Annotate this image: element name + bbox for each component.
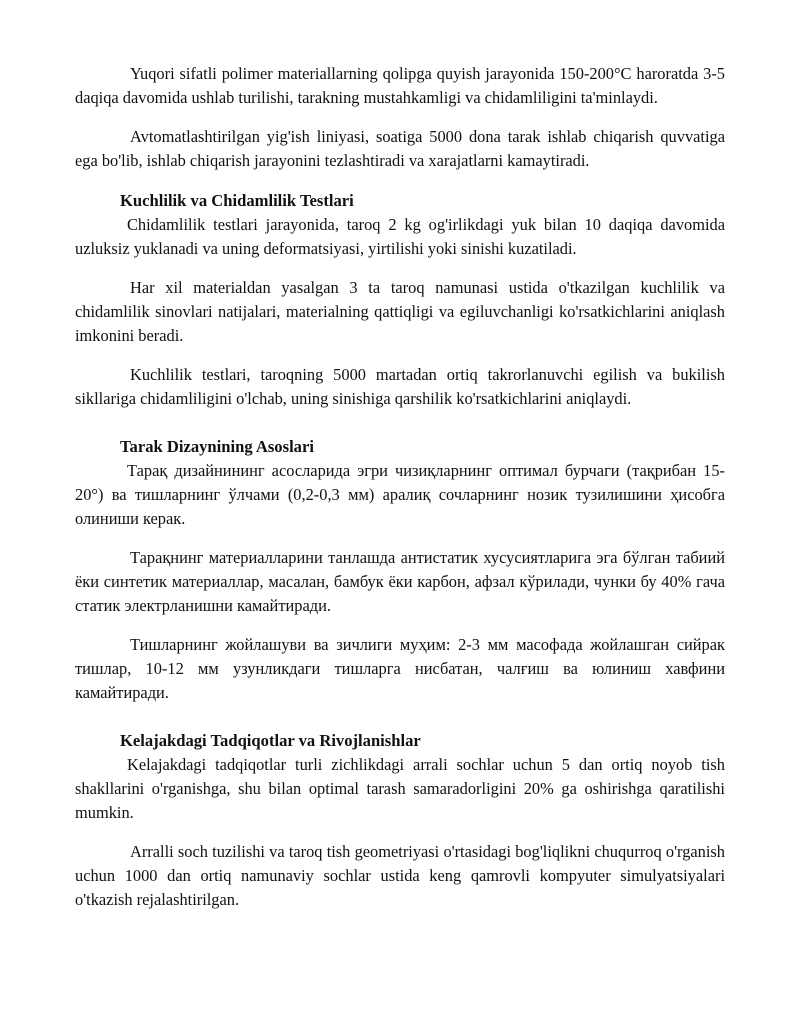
strength-paragraph-1: Chidamlilik testlari jarayonida, taroq 2 kg og'irlikdagi yuk bilan 10 daqiqa davomida uzluksiz yuklanadi va uning deformatsiyasi, yirtilishi yoki sinishi kuzatiladi. xyxy=(75,215,725,258)
intro-paragraph-2: Avtomatlashtirilgan yig'ish liniyasi, soatiga 5000 dona tarak ishlab chiqarish quvvatiga ega bo'lib, ishlab chiqarish jarayonini tezlashtiradi va xarajatlarni kamaytiradi. xyxy=(75,127,725,170)
design-paragraph-2: Тарақнинг материалларини танлашда антистатик хусусиятларига эга бўлган табиий ёки синтетик материаллар, масалан, бамбук ёки карбон, афзал кўрилади, чунки бу 40% гача статик электрланишни камайтиради. xyxy=(75,548,725,615)
section-heading-future-research: Kelajakdagi Tadqiqotlar va Rivojlanishlar xyxy=(120,731,421,750)
intro-paragraph-1: Yuqori sifatli polimer materiallarning qolipga quyish jarayonida 150-200°C haroratda 3-5 daqiqa davomida ushlab turilishi, tarakning mustahkamligi va chidamliligini ta'minlaydi. xyxy=(75,64,725,107)
section-heading-strength-tests: Kuchlilik va Chidamlilik Testlari xyxy=(120,191,354,210)
section-heading-comb-design: Tarak Dizaynining Asoslari xyxy=(120,437,314,456)
document-page xyxy=(75,62,725,912)
future-paragraph-2: Arralli soch tuzilishi va taroq tish geometriyasi o'rtasidagi bog'liqlikni chuqurroq o'rganish uchun 1000 dan ortiq namunaviy sochlar ustida keng qamrovli kompyuter simulyatsiyalari o'tkazish rejalashtirilgan. xyxy=(75,842,725,909)
strength-paragraph-2: Har xil materialdan yasalgan 3 ta taroq namunasi ustida o'tkazilgan kuchlilik va chidamlilik sinovlari natijalari, materialning qattiqligi va egiluvchanligi ko'rsatkichlarini aniqlash imkonini beradi. xyxy=(75,278,725,345)
strength-paragraph-3: Kuchlilik testlari, taroqning 5000 martadan ortiq takrorlanuvchi egilish va bukilish sikllariga chidamliligini o'lchab, uning sinishiga qarshilik ko'rsatkichlarini aniqlaydi. xyxy=(75,365,725,408)
design-paragraph-1: Тарақ дизайнининг асосларида эгри чизиқларнинг оптимал бурчаги (тақрибан 15-20°) ва тишларнинг ўлчами (0,2-0,3 мм) аралиқ сочларнинг нозик тузилишини ҳисобга олиниши керак. xyxy=(75,461,725,528)
future-paragraph-1: Kelajakdagi tadqiqotlar turli zichlikdagi arralі sochlar uchun 5 dan ortiq noyob tish shakllarini o'rganishga, shu bilan optimal tarash samaradorligini 20% ga oshirishga qaratilishi mumkin. xyxy=(75,755,725,822)
design-paragraph-3: Тишларнинг жойлашуви ва зичлиги муҳим: 2-3 мм масофада жойлашган сийрак тишлар, 10-12 мм узунликдаги тишларга нисбатан, чалғиш ва юлиниш хавфини камайтиради. xyxy=(75,635,725,702)
